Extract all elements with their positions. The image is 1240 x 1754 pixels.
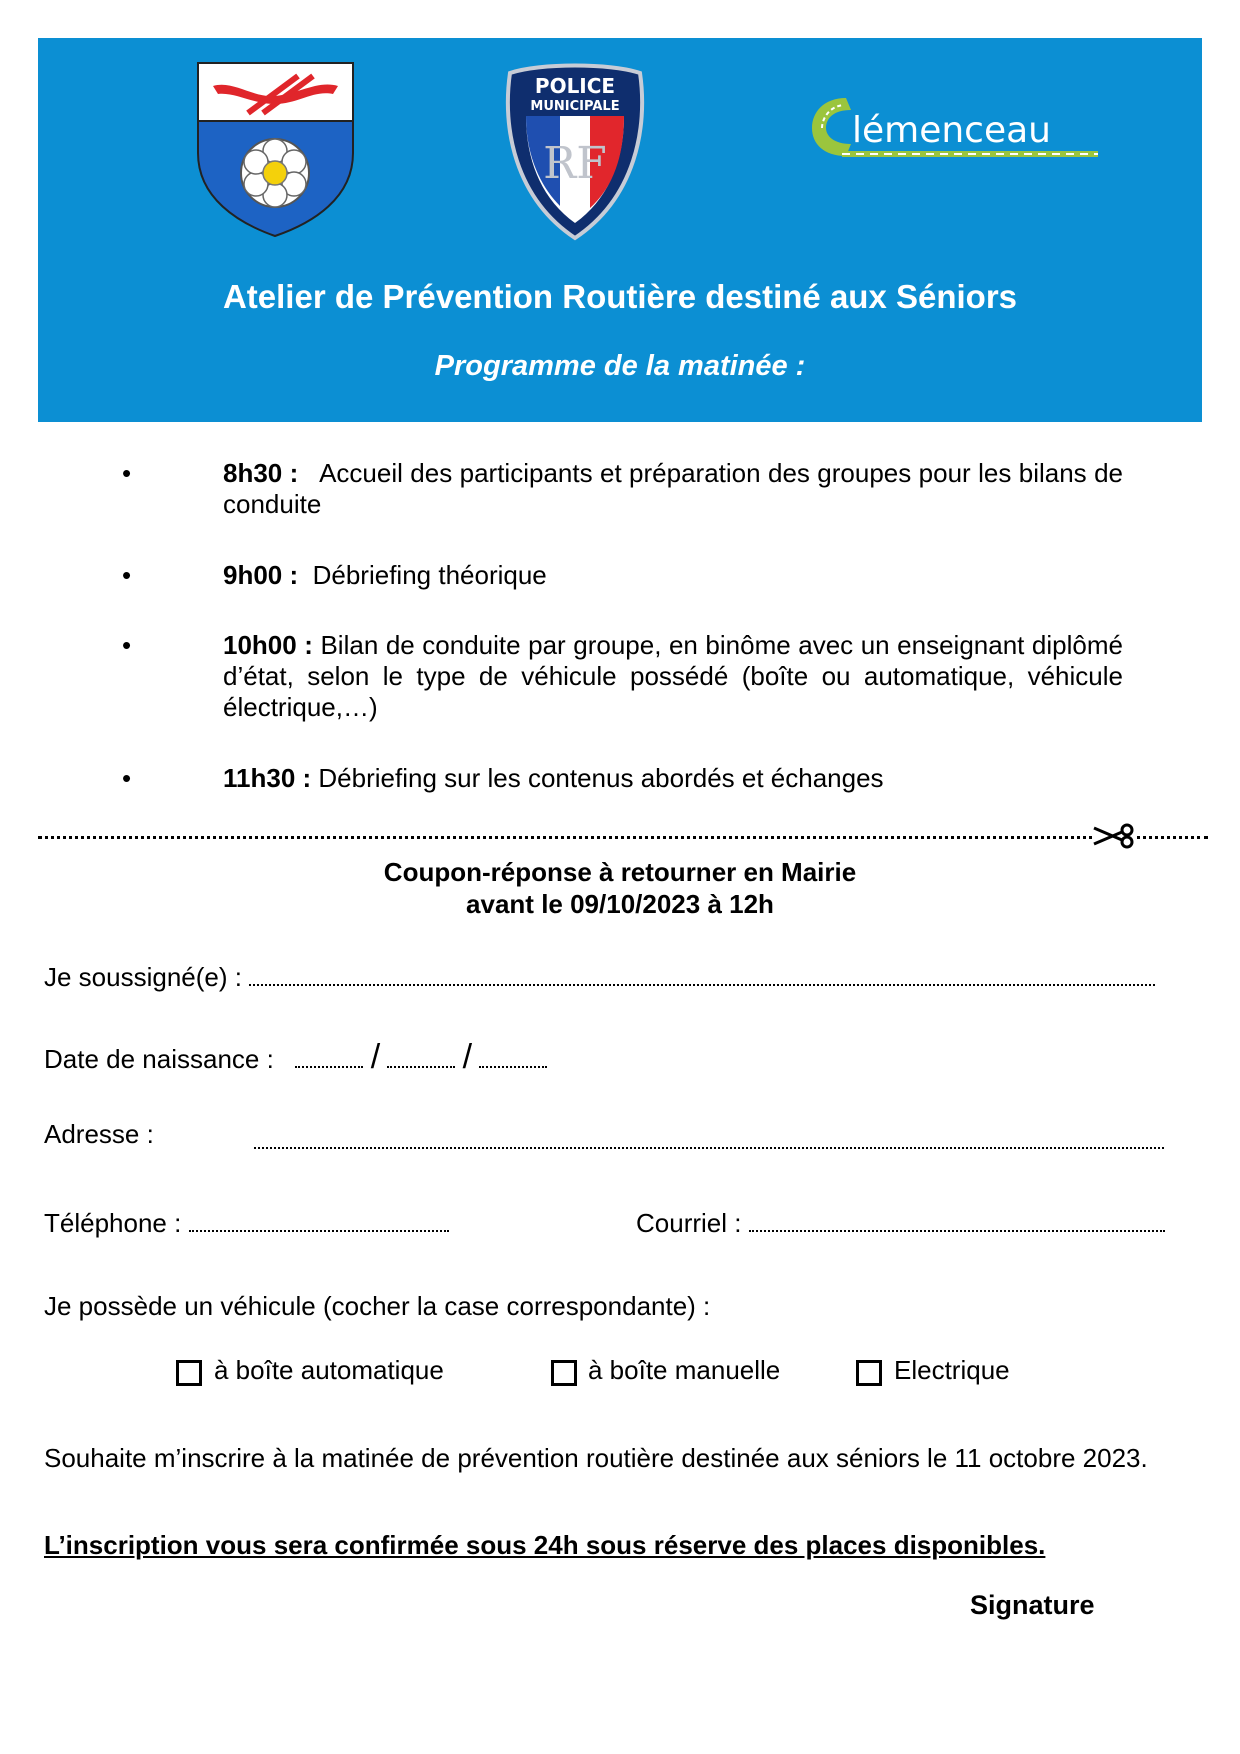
name-label: Je soussigné(e) :: [44, 962, 242, 992]
program-description: Bilan de conduite par groupe, en binôme avec un enseignant diplômé d’état, selon le type de véhicule possédé (boîte ou automatique, véhicule électrique,…): [223, 630, 1123, 722]
program-entry: [223, 763, 1123, 794]
police-municipale-badge: [500, 58, 650, 243]
svg-text:POLICE: POLICE: [534, 74, 616, 98]
checkbox-automatic[interactable]: [176, 1360, 202, 1386]
svg-text:MUNICIPALE: MUNICIPALE: [530, 99, 620, 114]
program-description: Débriefing théorique: [312, 560, 547, 590]
option-label: à boîte automatique: [214, 1355, 444, 1385]
name-field[interactable]: [44, 962, 1155, 992]
date-separator: /: [462, 1038, 473, 1076]
program-entry: [223, 458, 1123, 520]
address-label: Adresse :: [44, 1119, 154, 1149]
confirmation-notice: L’inscription vous sera confirmée sous 24h sous réserve des places disponibles.: [44, 1530, 1046, 1560]
address-blank[interactable]: [254, 1125, 1164, 1149]
option-label: Electrique: [894, 1355, 1010, 1385]
svg-text:lémenceau: lémenceau: [852, 110, 1052, 151]
vehicle-question: Je possède un véhicule (cocher la case correspondante) :: [44, 1291, 711, 1321]
phone-label: Téléphone :: [44, 1208, 182, 1238]
program-description: Débriefing sur les contenus abordés et échanges: [318, 763, 884, 793]
program-time: 8h30 :: [223, 458, 299, 488]
coupon-title: [0, 856, 1240, 920]
program-time: 9h00 :: [223, 560, 299, 590]
program-entry: [223, 560, 1123, 591]
program-time: 10h00 :: [223, 630, 313, 660]
program-description: Accueil des participants et préparation des groupes pour les bilans de conduite: [223, 458, 1123, 519]
town-crest-logo: [193, 58, 358, 238]
registration-text: Souhaite m’inscrire à la matinée de prévention routière destinée aux séniors le 11 octobre 2023.: [44, 1443, 1148, 1473]
birth-day-blank[interactable]: [295, 1044, 363, 1068]
clemenceau-logo: [806, 92, 1106, 162]
bullet: •: [122, 763, 132, 793]
checkbox-electric[interactable]: [856, 1360, 882, 1386]
date-separator: /: [370, 1038, 381, 1076]
bullet: •: [122, 458, 132, 488]
scissors-icon: [1092, 818, 1136, 854]
email-field[interactable]: [636, 1208, 1165, 1238]
coupon-deadline: avant le 09/10/2023 à 12h: [466, 889, 774, 919]
svg-text:RF: RF: [543, 138, 607, 189]
birthdate-field[interactable]: [44, 1038, 547, 1076]
bullet: •: [122, 560, 132, 590]
cut-line: [38, 836, 1208, 839]
birth-year-blank[interactable]: [479, 1044, 547, 1068]
birthdate-label: Date de naissance :: [44, 1044, 274, 1074]
coupon-title-line: Coupon-réponse à retourner en Mairie: [383, 857, 857, 887]
header-banner: [38, 38, 1202, 422]
name-blank[interactable]: [249, 962, 1155, 986]
event-title: Atelier de Prévention Routière destiné aux Séniors: [222, 278, 1018, 315]
phone-field[interactable]: [44, 1208, 449, 1238]
bullet: •: [122, 630, 132, 660]
checkbox-manual[interactable]: [551, 1360, 577, 1386]
address-field[interactable]: [44, 1119, 154, 1149]
program-subtitle: Programme de la matinée :: [434, 350, 806, 382]
option-label: à boîte manuelle: [588, 1355, 781, 1385]
program-time: 11h30 :: [223, 763, 312, 793]
phone-blank[interactable]: [189, 1208, 449, 1232]
email-blank[interactable]: [749, 1208, 1165, 1232]
signature-label: Signature: [970, 1590, 1095, 1620]
birth-month-blank[interactable]: [387, 1044, 455, 1068]
program-entry: [223, 630, 1123, 723]
email-label: Courriel :: [636, 1208, 742, 1238]
